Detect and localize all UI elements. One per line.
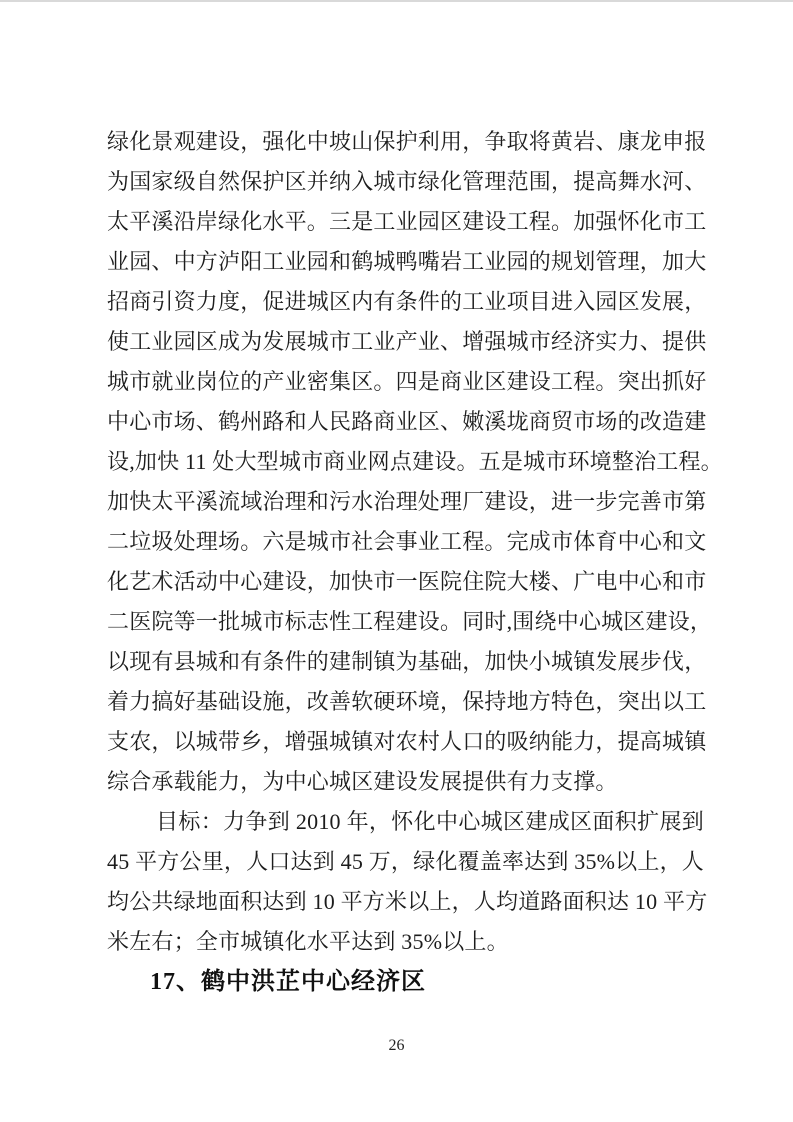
text-line: 太平溪沿岸绿化水平。三是工业园区建设工程。加强怀化市工	[107, 209, 707, 234]
text-line: 支农，以城带乡，增强城镇对农村人口的吸纳能力，提高城镇	[107, 729, 707, 754]
goal-paragraph-line: 目标：力争到 2010 年，怀化中心城区建成区面积扩展到	[156, 809, 704, 834]
goal-paragraph-line: 45 平方公里，人口达到 45 万，绿化覆盖率达到 35%以上，人	[107, 849, 704, 874]
text-line: 综合承载能力，为中心城区建设发展提供有力支撑。	[107, 769, 618, 794]
scan-page-edge	[0, 0, 793, 2]
text-line: 业园、中方泸阳工业园和鹤城鸭嘴岩工业园的规划管理，加大	[107, 249, 707, 274]
text-line: 中心市场、鹤州路和人民路商业区、嫩溪垅商贸市场的改造建	[107, 409, 707, 434]
text-line: 招商引资力度，促进城区内有条件的工业项目进入园区发展，	[107, 289, 707, 314]
text-line: 以现有县城和有条件的建制镇为基础，加快小城镇发展步伐，	[107, 649, 707, 674]
text-line: 化艺术活动中心建设，加快市一医院住院大楼、广电中心和市	[107, 569, 707, 594]
text-line: 二医院等一批城市标志性工程建设。同时,围绕中心城区建设，	[107, 609, 713, 634]
text-line: 二垃圾处理场。六是城市社会事业工程。完成市体育中心和文	[107, 529, 707, 554]
section-heading: 17、鹤中洪芷中心经济区	[150, 969, 426, 995]
text-line: 城市就业岗位的产业密集区。四是商业区建设工程。突出抓好	[107, 369, 707, 394]
text-line: 为国家级自然保护区并纳入城市绿化管理范围，提高舞水河、	[107, 169, 707, 194]
goal-paragraph-line: 米左右；全市城镇化水平达到 35%以上。	[107, 929, 509, 954]
text-line: 使工业园区成为发展城市工业产业、增强城市经济实力、提供	[107, 329, 707, 354]
text-line: 设,加快 11 处大型城市商业网点建设。五是城市环境整治工程。	[107, 449, 723, 474]
goal-paragraph-line: 均公共绿地面积达到 10 平方米以上，人均道路面积达 10 平方	[107, 889, 708, 914]
page-number: 26	[388, 1037, 405, 1054]
document-body	[107, 122, 723, 1002]
text-line: 绿化景观建设，强化中坡山保护利用，争取将黄岩、康龙申报	[107, 129, 707, 154]
text-line: 加快太平溪流域治理和污水治理处理厂建设，进一步完善市第	[107, 489, 707, 514]
text-line: 着力搞好基础设施，改善软硬环境，保持地方特色，突出以工	[107, 689, 707, 714]
